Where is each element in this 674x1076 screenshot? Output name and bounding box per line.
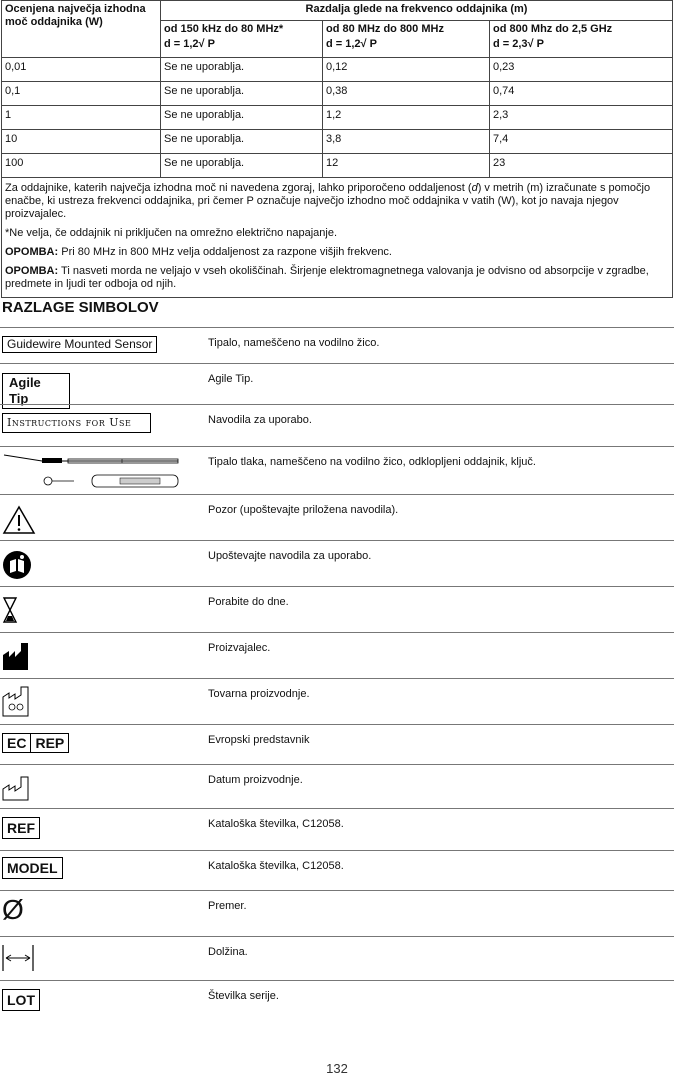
hourglass-icon [2, 596, 18, 627]
symbol-desc: Upoštevajte navodila za uporabo. [208, 550, 372, 562]
cell: Se ne uporablja. [161, 106, 323, 130]
cell: Se ne uporablja. [161, 58, 323, 82]
page-number: 132 [326, 1061, 348, 1076]
cell: 0,38 [323, 82, 490, 106]
table-notes [2, 178, 673, 298]
table-row [2, 130, 673, 154]
symbol-desc: Tovarna proizvodnje. [208, 688, 310, 700]
consult-instructions-icon [2, 550, 32, 583]
symbol-row [0, 890, 674, 937]
symbol-row [0, 363, 674, 405]
cell: 0,12 [323, 58, 490, 82]
col-power-header: Ocenjena največja izhodna moč oddajnika (W) [2, 1, 161, 58]
symbol-row [0, 404, 674, 447]
symbol-row [0, 850, 674, 891]
symbol-row [0, 764, 674, 809]
cell: 0,01 [2, 58, 161, 82]
symbol-desc: Datum proizvodnje. [208, 774, 303, 786]
factory-icon [2, 685, 34, 720]
agile-tip-label: Agile Tip [2, 373, 70, 409]
symbol-desc: Tipalo, nameščeno na vodilno žico. [208, 337, 380, 349]
ec-rep-label: EC REP [2, 733, 69, 753]
length-icon [2, 943, 34, 976]
band-header-2: od 80 MHz do 800 MHz d = 1,2√ P [323, 21, 490, 58]
symbol-row [0, 327, 674, 364]
cell: 10 [2, 130, 161, 154]
guidewire-sensor-label: Guidewire Mounted Sensor [2, 336, 157, 353]
manufacture-date-icon [2, 771, 34, 804]
symbol-row [0, 808, 674, 851]
symbol-desc: Proizvajalec. [208, 642, 271, 654]
cell: 7,4 [490, 130, 673, 154]
symbol-desc: Porabite do dne. [208, 596, 289, 608]
symbol-desc: Kataloška številka, C12058. [208, 860, 344, 872]
symbol-desc: Kataloška številka, C12058. [208, 818, 344, 830]
symbol-row [0, 980, 674, 1025]
cell: 12 [323, 154, 490, 178]
symbol-desc: Številka serije. [208, 990, 279, 1002]
symbols-title: RAZLAGE SIMBOLOV [2, 299, 159, 316]
table-row [2, 58, 673, 82]
symbol-desc: Tipalo tlaka, nameščeno na vodilno žico, odklopljeni oddajnik, ključ. [208, 456, 536, 468]
band-header-1: od 150 kHz do 80 MHz* d = 1,2√ P [161, 21, 323, 58]
ref-label: REF [2, 817, 40, 839]
cell: 0,74 [490, 82, 673, 106]
symbol-row [0, 540, 674, 587]
cell: 0,23 [490, 58, 673, 82]
table-row [2, 106, 673, 130]
symbol-row [0, 632, 674, 679]
model-label: MODEL [2, 857, 63, 879]
symbol-desc: Navodila za uporabo. [208, 414, 312, 426]
symbol-row [0, 678, 674, 725]
note-main: Za oddajnike, katerih največja izhodna moč ni navedena zgoraj, lahko priporočeno oddaljenost (d) v metrih (m) izračunate s pomočjo enačbe, ki ustreza frekvenci oddajnika, pri čemer P označuje največjo izhodno moč oddajnika v vatih (W), kot jo navaja njegov proizvajalec. [5, 182, 651, 220]
symbol-row [0, 494, 674, 541]
diameter-icon: Ø [2, 894, 24, 925]
instructions-for-use-label: Instructions for Use [2, 413, 151, 433]
band-header-3: od 800 Mhz do 2,5 GHz d = 2,3√ P [490, 21, 673, 58]
cell: 1,2 [323, 106, 490, 130]
table-row [2, 154, 673, 178]
cell: 3,8 [323, 130, 490, 154]
distance-group-header: Razdalja glede na frekvenco oddajnika (m) [161, 1, 673, 21]
symbol-desc: Agile Tip. [208, 373, 254, 385]
symbol-desc: Pozor (upoštevajte priložena navodila). [208, 504, 399, 516]
cell: 1 [2, 106, 161, 130]
cell: 23 [490, 154, 673, 178]
cell: 0,1 [2, 82, 161, 106]
cell: 100 [2, 154, 161, 178]
cell: 2,3 [490, 106, 673, 130]
symbol-row [0, 936, 674, 981]
cell: Se ne uporablja. [161, 130, 323, 154]
symbol-row [0, 586, 674, 633]
table-row [2, 82, 673, 106]
lot-label: LOT [2, 989, 40, 1011]
emc-distance-table [1, 0, 673, 298]
cell: Se ne uporablja. [161, 154, 323, 178]
warning-icon [2, 505, 36, 538]
note-opomba-2: OPOMBA: Ti nasveti morda ne veljajo v vseh okoliščinah. Širjenje elektromagnetnega valovanja je odvisno od absorpcije v zgradbe, predmete in ljudi ter odboja od njih. [5, 265, 649, 290]
manufacturer-icon [2, 641, 34, 674]
symbol-desc: Evropski predstavnik [208, 734, 310, 746]
symbol-row [0, 446, 674, 495]
symbol-desc: Premer. [208, 900, 247, 912]
cell: Se ne uporablja. [161, 82, 323, 106]
symbol-row [0, 724, 674, 765]
note-star: *Ne velja, če oddajnik ni priključen na omrežno električno napajanje. [5, 227, 338, 239]
symbol-desc: Dolžina. [208, 946, 248, 958]
note-opomba-1: OPOMBA: Pri 80 MHz in 800 MHz velja oddaljenost za razpone višjih frekvenc. [5, 246, 392, 258]
pressure-sensor-icon [2, 451, 180, 494]
